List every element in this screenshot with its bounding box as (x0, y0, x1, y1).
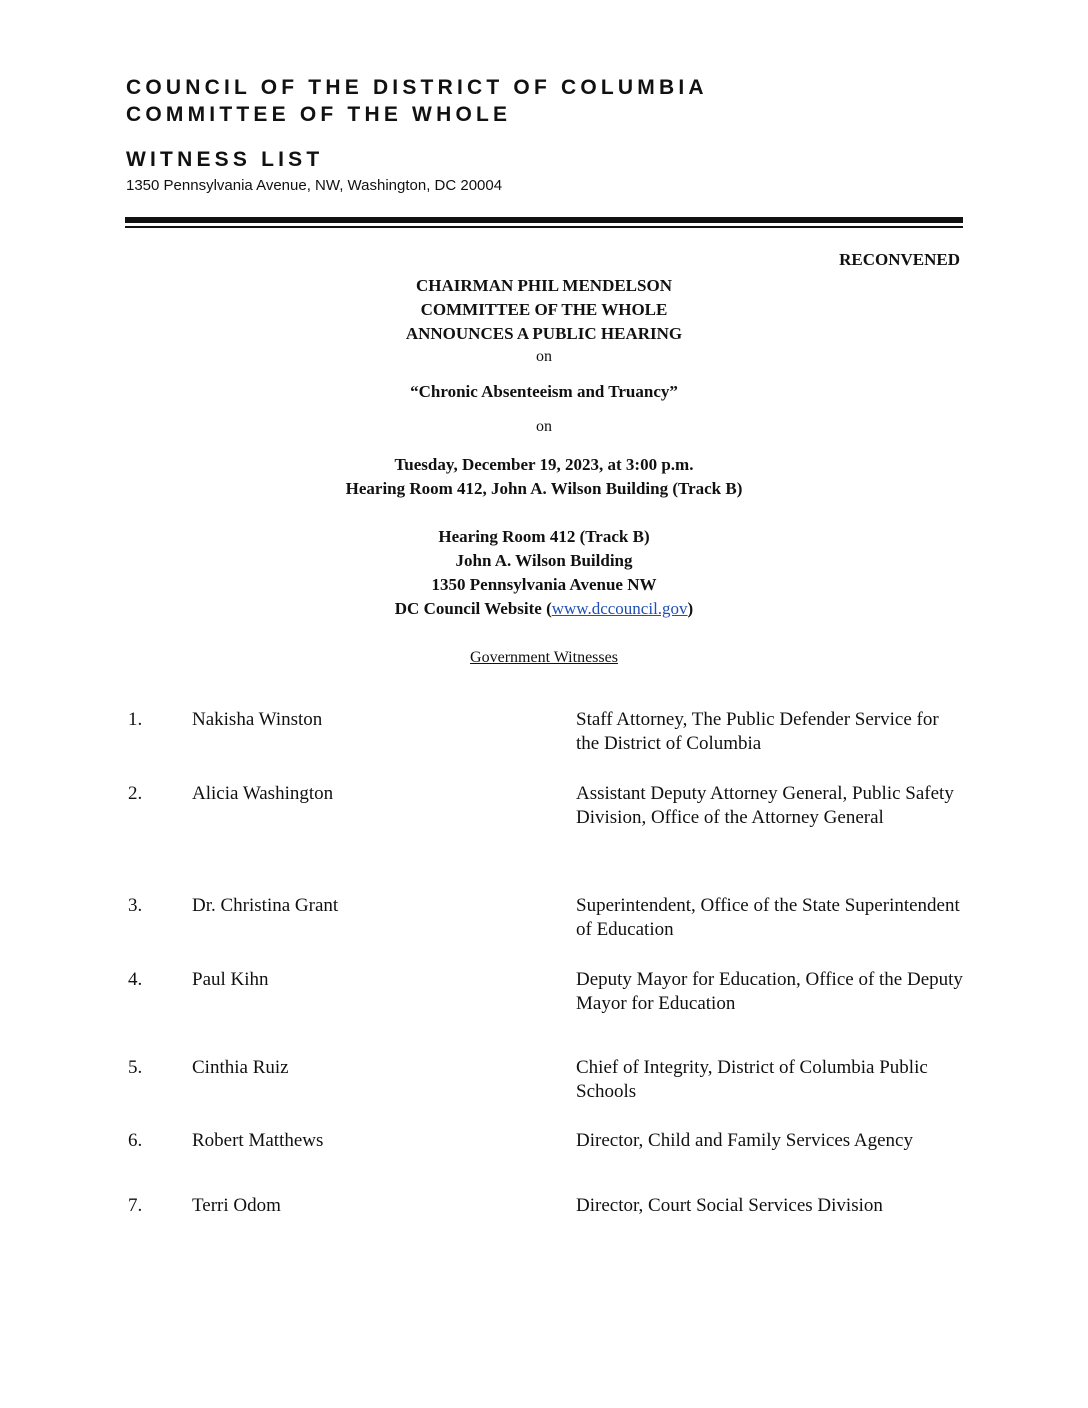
hearing-datetime-block (0, 453, 1088, 501)
chairman-line: CHAIRMAN PHIL MENDELSON (416, 276, 672, 295)
witness-number: 4. (128, 969, 143, 990)
witness-number: 2. (128, 783, 143, 804)
council-address: 1350 Pennsylvania Avenue, NW, Washington, DC 20004 (126, 177, 503, 194)
announces-line: ANNOUNCES A PUBLIC HEARING (405, 324, 683, 343)
hearing-topic: “Chronic Absenteeism and Truancy” (410, 382, 678, 401)
location-block (0, 525, 1088, 621)
location-building: John A. Wilson Building (455, 551, 633, 570)
witness-name: Paul Kihn (192, 969, 269, 990)
header-rule-thick (125, 217, 963, 223)
council-name: COUNCIL OF THE DISTRICT OF COLUMBIA (126, 76, 708, 99)
witness-title: Director, Child and Family Services Agency (576, 1130, 913, 1151)
witness-number: 1. (128, 709, 143, 730)
section-heading (0, 647, 1088, 667)
document-title: WITNESS LIST (126, 148, 324, 171)
witness-number: 7. (128, 1195, 143, 1216)
witness-name: Alicia Washington (192, 783, 334, 804)
announcement-block (0, 274, 1088, 346)
witness-name: Dr. Christina Grant (192, 895, 339, 916)
witness-name: Terri Odom (192, 1195, 281, 1216)
on-text-2: on (536, 418, 552, 435)
website-link[interactable]: www.dccouncil.gov (551, 599, 688, 618)
website-suffix: ) (687, 599, 694, 618)
location-street: 1350 Pennsylvania Avenue NW (431, 575, 657, 594)
witness-number: 5. (128, 1057, 143, 1078)
witness-name: Robert Matthews (192, 1130, 324, 1151)
committee-line: COMMITTEE OF THE WHOLE (420, 300, 668, 319)
witness-number: 6. (128, 1130, 143, 1151)
witness-name: Cinthia Ruiz (192, 1057, 289, 1078)
website-prefix: DC Council Website ( (394, 599, 552, 618)
witness-title: Chief of Integrity, District of Columbia Public Schools (576, 1057, 928, 1102)
hearing-room-line: Hearing Room 412, John A. Wilson Building (Track B) (345, 479, 743, 498)
witness-name: Nakisha Winston (192, 709, 323, 730)
committee-name: COMMITTEE OF THE WHOLE (126, 103, 512, 126)
government-witnesses-heading: Government Witnesses (470, 649, 618, 666)
witness-title: Deputy Mayor for Education, Office of the Deputy Mayor for Education (576, 969, 963, 1014)
witness-title: Director, Court Social Services Division (576, 1195, 883, 1216)
hearing-datetime: Tuesday, December 19, 2023, at 3:00 p.m. (394, 455, 694, 474)
status-label: RECONVENED (839, 250, 960, 269)
witness-number: 3. (128, 895, 143, 916)
letterhead (126, 74, 708, 128)
witness-title: Staff Attorney, The Public Defender Service for the District of Columbia (576, 709, 939, 754)
location-room: Hearing Room 412 (Track B) (438, 527, 650, 546)
website-line (0, 597, 1088, 621)
witness-title: Assistant Deputy Attorney General, Public Safety Division, Office of the Attorney General (576, 783, 954, 828)
witness-title: Superintendent, Office of the State Superintendent of Education (576, 895, 960, 940)
on-text-1: on (536, 348, 552, 365)
header-rule-thin (125, 226, 963, 228)
